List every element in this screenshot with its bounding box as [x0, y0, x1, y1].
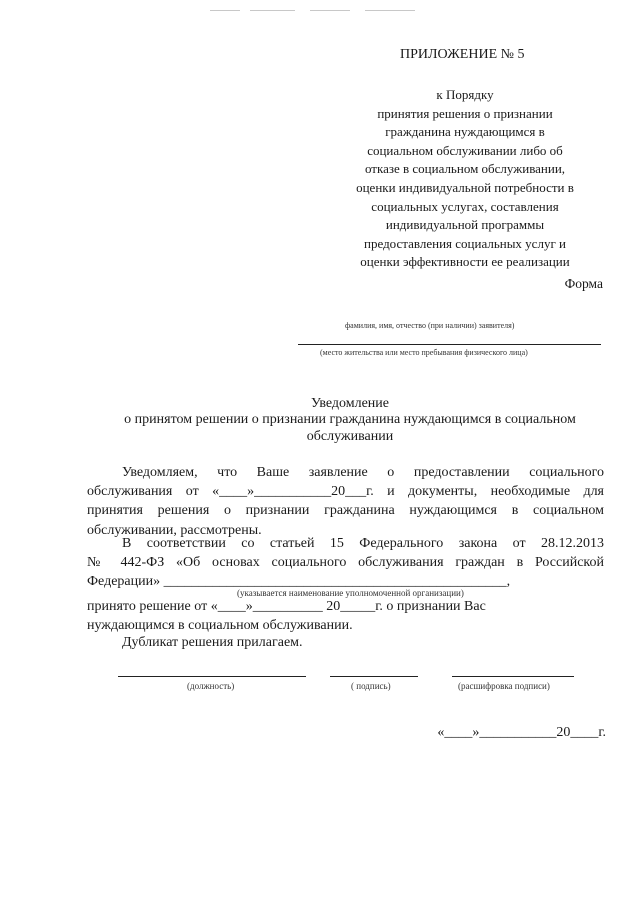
appendix-line: оценки эффективности ее реализации — [360, 254, 570, 270]
notice-title: Уведомление — [310, 396, 389, 411]
date-line: «____»___________20____г. — [437, 725, 606, 740]
decoding-line — [452, 676, 574, 677]
paragraph-line: Уведомляем, что Ваше заявление о предоставлении социального — [122, 465, 604, 480]
position-line — [118, 676, 306, 677]
form-label: Форма — [564, 276, 603, 291]
duplicate-note: Дубликат решения прилагаем. — [122, 635, 303, 650]
fio-caption: фамилия, имя, отчество (при наличии) заявителя) — [345, 321, 515, 330]
appendix-line: отказе в социальном обслуживании, — [364, 161, 566, 177]
paragraph-line: принятия решения о признании гражданина нуждающимся в социальном — [87, 503, 604, 519]
notice-subtitle-line: о принятом решении о признании гражданина нуждающимся в социальном — [124, 412, 576, 427]
organization-caption: (указывается наименование уполномоченной организации) — [237, 588, 464, 598]
paragraph-line: № 442-ФЗ «Об основах социального обслуживания граждан в Российской — [87, 555, 604, 571]
appendix-line: к Порядку — [436, 87, 494, 102]
paragraph-decision — [87, 597, 604, 635]
paragraph-law — [87, 534, 604, 592]
paragraph-line: обслуживания от «____»___________20___г. и документы, необходимые для — [87, 484, 604, 500]
appendix-title: ПРИЛОЖЕНИЕ № 5 — [400, 47, 525, 62]
scan-mark — [365, 10, 415, 11]
signature-line — [330, 676, 418, 677]
residence-line — [298, 344, 601, 345]
appendix-line: оценки индивидуальной потребности в — [356, 179, 574, 195]
residence-caption: (место жительства или место пребывания физического лица) — [320, 348, 528, 357]
appendix-line: предоставления социальных услуг и — [364, 235, 566, 251]
scan-mark — [210, 10, 240, 11]
paragraph-line: нуждающимся в социальном обслуживании. — [87, 618, 353, 634]
appendix-line: социальном обслуживании либо об — [367, 142, 563, 158]
appendix-line: индивидуальной программы — [385, 217, 545, 233]
paragraph-line: обслуживании, рассмотрены. — [87, 522, 262, 538]
appendix-line: социальных услугах, составления — [371, 198, 559, 214]
scan-mark — [310, 10, 350, 11]
signature-caption: ( подпись) — [351, 681, 391, 691]
notice-subtitle — [90, 411, 610, 445]
paragraph-line: Федерации» _________________________________________________, — [87, 574, 511, 590]
appendix-reference — [330, 86, 600, 272]
decoding-caption: (расшифровка подписи) — [458, 681, 550, 691]
appendix-line: гражданина нуждающимся в — [385, 124, 545, 140]
position-caption: (должность) — [187, 681, 235, 691]
paragraph-application — [87, 463, 604, 540]
appendix-line: принятия решения о признании — [377, 105, 553, 121]
notice-subtitle-line: обслуживании — [306, 429, 394, 444]
paragraph-line: В соответствии со статьей 15 Федерального закона от 28.12.2013 — [122, 536, 604, 551]
scan-mark — [250, 10, 295, 11]
paragraph-line: принято решение от «____»__________ 20_____г. о признании Вас — [87, 599, 486, 614]
